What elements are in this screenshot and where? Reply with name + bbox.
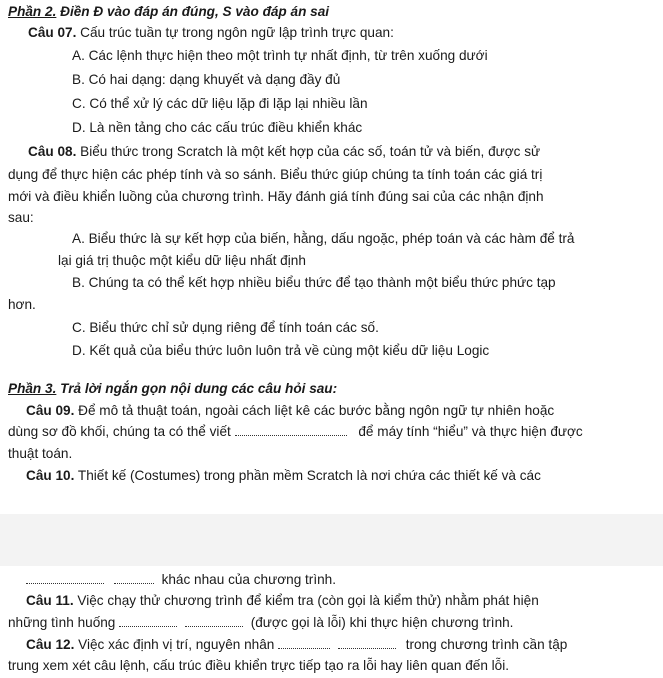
q9-line3: thuật toán. [8,446,73,461]
q7-option-d: D. Là nền tảng cho các cấu trúc điều khiển khác [72,120,363,135]
q9-answer-blank[interactable] [235,425,347,436]
q10-line2 [26,571,336,589]
q12-line2: trung xem xét câu lệnh, cấu trúc điều khiển trực tiếp tạo ra lỗi hay liên quan đến lỗi. [8,658,510,673]
q11-line2-after-blank: (được gọi là lỗi) khi thực hiện chương trình. [250,615,514,630]
q12-label: Câu 12. [26,637,75,652]
q9-label: Câu 09. [26,403,75,418]
q12-line1-after-blank: trong chương trình cần tập [405,637,568,652]
q12-line1-before-blank: Việc xác định vị trí, nguyên nhân [78,637,275,652]
q11-line2-before-blank: những tình huống [8,615,116,630]
q11-line1: Việc chạy thử chương trình để kiểm tra (còn gọi là kiểm thử) nhằm phát hiện [77,593,539,608]
page-gap [0,514,663,566]
q12-answer-blank-2[interactable] [338,638,396,649]
q11-answer-blank-1[interactable] [119,616,177,627]
q10-line2-text: khác nhau của chương trình. [161,572,337,587]
part2-heading-text: Điền Đ vào đáp án đúng, S vào đáp án sai [60,4,330,19]
q12-answer-blank-1[interactable] [278,638,330,649]
q10-stem [26,467,541,485]
q7-stem [28,24,394,42]
q8-line1: Biểu thức trong Scratch là một kết hợp của các số, toán tử và biến, được sử [80,144,541,159]
q8-stem-line1 [28,143,540,161]
q8-line4: sau: [8,210,34,225]
q10-label: Câu 10. [26,468,75,483]
q12-stem [26,636,567,654]
q7-label: Câu 07. [28,25,77,40]
q8-label: Câu 08. [28,144,77,159]
q9-stem [26,402,554,420]
part3-heading-text: Trả lời ngắn gọn nội dung các câu hỏi sau: [60,381,338,396]
q11-stem [26,592,539,610]
q10-answer-blank-1[interactable] [26,573,104,584]
part2-heading [8,3,329,21]
q9-line1: Để mô tả thuật toán, ngoài cách liệt kê các bước bằng ngôn ngữ tự nhiên hoặc [78,403,555,418]
q8-line2: dụng để thực hiện các phép tính và so sánh. Biểu thức giúp chúng ta tính toán các giá trị [8,167,543,182]
q7-option-c: C. Có thể xử lý các dữ liệu lặp đi lặp lại nhiều lần [72,96,368,111]
q11-answer-blank-2[interactable] [185,616,243,627]
q8-option-c: C. Biểu thức chỉ sử dụng riêng để tính toán các số. [72,320,379,335]
q7-text: Cấu trúc tuần tự trong ngôn ngữ lập trình trực quan: [80,25,394,40]
q11-line2 [8,614,513,632]
q11-label: Câu 11. [26,593,74,608]
q9-line2-before-blank: dùng sơ đồ khối, chúng ta có thể viết [8,424,231,439]
q9-line2 [8,423,583,441]
q8-option-d: D. Kết quả của biểu thức luôn luôn trả về cùng một kiểu dữ liệu Logic [72,343,490,358]
part3-heading-label: Phần 3. [8,381,57,396]
q7-option-a: A. Các lệnh thực hiện theo một trình tự nhất định, từ trên xuống dưới [72,48,488,63]
q9-line2-after-blank: để máy tính “hiểu” và thực hiện được [358,424,583,439]
q8-line3: mới và điều khiển luồng của chương trình. Hãy đánh giá tính đúng sai của các nhận định [8,189,544,204]
part3-heading [8,380,337,398]
q10-answer-blank-2[interactable] [114,573,154,584]
q7-option-b: B. Có hai dạng: dạng khuyết và dạng đầy đủ [72,72,341,87]
q10-line1: Thiết kế (Costumes) trong phần mềm Scratch là nơi chứa các thiết kế và các [77,468,541,483]
part2-heading-label: Phần 2. [8,4,57,19]
q8-option-a-line2: lại giá trị thuộc một kiểu dữ liệu nhất định [58,253,306,268]
q8-option-b-line1: B. Chúng ta có thể kết hợp nhiều biểu thức để tạo thành một biểu thức phức tạp [72,275,556,290]
q8-option-a-line1: A. Biểu thức là sự kết hợp của biến, hằng, dấu ngoặc, phép toán và các hàm để trả [72,231,575,246]
q8-option-b-line2: hơn. [8,297,36,312]
